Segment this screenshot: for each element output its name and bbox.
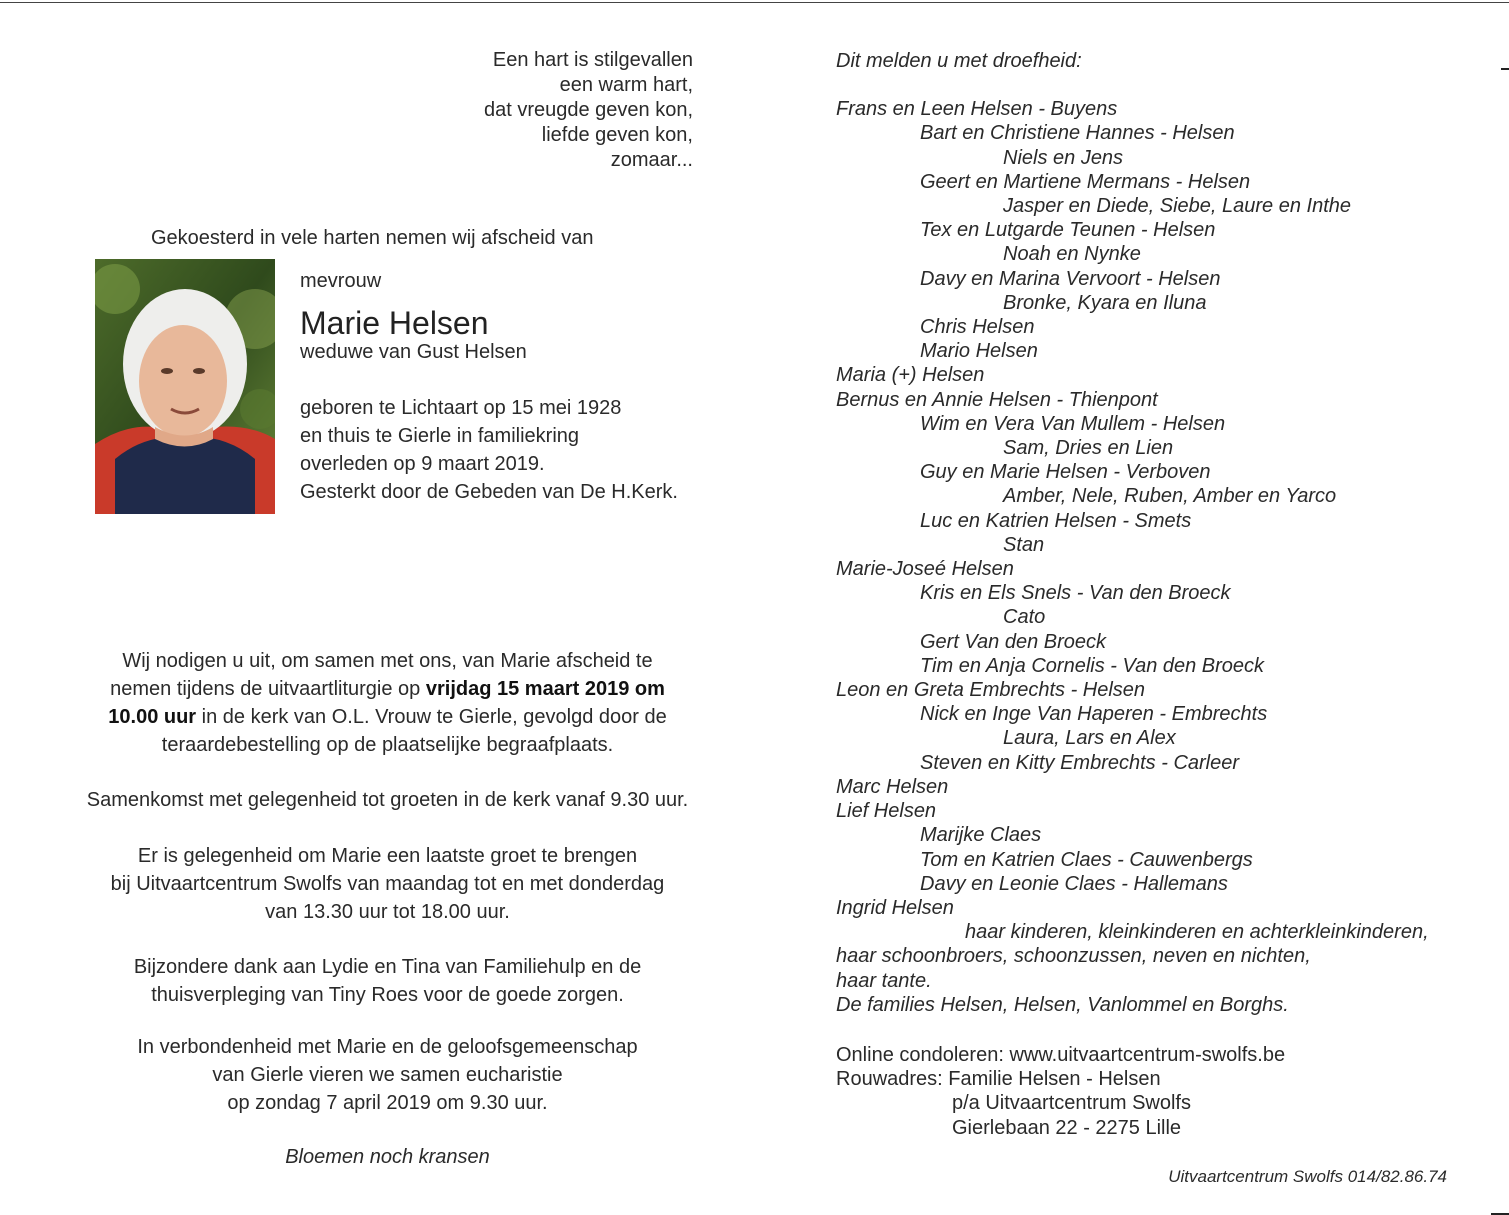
family-member-line: Marc Helsen [836, 775, 949, 798]
deceased-name: Marie Helsen [300, 305, 489, 341]
poem-line: zomaar... [610, 149, 693, 171]
family-member-line: Tim en Anja Cornelis - Van den Broeck [920, 654, 1265, 677]
portrait-photo [95, 259, 275, 514]
salutation: mevrouw [300, 270, 382, 292]
thanks-line: Bijzondere dank aan Lydie en Tina van Familiehulp en de [133, 956, 642, 978]
family-member-line: Niels en Jens [1003, 146, 1124, 169]
funeral-date: vrijdag 15 maart 2019 om [425, 678, 665, 700]
fact-line: overleden op 9 maart 2019. [300, 453, 545, 475]
invite-line: teraardebestelling op de plaatselijke begraafplaats. [161, 734, 614, 756]
invite-line: Wij nodigen u uit, om samen met ons, van Marie afscheid te [122, 650, 653, 672]
address-line: p/a Uitvaartcentrum Swolfs [952, 1092, 1191, 1115]
family-member-line: Leon en Greta Embrechts - Helsen [836, 679, 1146, 702]
family-member-line: Bart en Christiene Hannes - Helsen [920, 122, 1235, 145]
fold-mark [1501, 68, 1509, 70]
fact-line: en thuis te Gierle in familiekring [300, 425, 580, 447]
life-facts [300, 394, 720, 506]
mourners-list [836, 49, 1476, 1017]
poem-line: een warm hart, [559, 74, 693, 96]
family-member-line: Davy en Marina Vervoort - Helsen [920, 267, 1221, 290]
family-member-line: Mario Helsen [920, 340, 1038, 363]
visit-line: van 13.30 uur tot 18.00 uur. [265, 901, 510, 923]
family-member-line: haar tante. [836, 969, 932, 992]
meeting-info [80, 786, 695, 814]
family-member-line: Geert en Martiene Mermans - Helsen [920, 170, 1251, 193]
flowers-note: Bloemen noch kransen [285, 1146, 490, 1168]
family-member-line: Cato [1003, 606, 1046, 629]
poem-line: Een hart is stilgevallen [492, 49, 693, 71]
family-member-line: Maria (+) Helsen [836, 364, 985, 387]
family-member-line: Amber, Nele, Ruben, Amber en Yarco [1003, 485, 1337, 508]
visit-info [80, 842, 695, 926]
mass-line: In verbondenheid met Marie en de geloofsgemeenschap [137, 1036, 638, 1058]
thanks-info [80, 953, 695, 1009]
family-member-line: Gert Van den Broeck [920, 630, 1107, 653]
funeral-time: 10.00 uur [108, 706, 197, 728]
mourners-heading: Dit melden u met droefheid: [836, 50, 1082, 72]
family-member-line: Tom en Katrien Claes - Cauwenbergs [920, 848, 1253, 871]
family-member-line: De families Helsen, Helsen, Vanlommel en Borghs. [836, 993, 1289, 1016]
family-member-line: Chris Helsen [920, 316, 1035, 339]
family-member-line: Nick en Inge Van Haperen - Embrechts [920, 703, 1268, 726]
family-member-line: haar schoonbroers, schoonzussen, neven en nichten, [836, 945, 1311, 968]
mourning-address: Rouwadres: Familie Helsen - Helsen [836, 1068, 1161, 1091]
deceased-info [300, 270, 720, 506]
family-member-line: Steven en Kitty Embrechts - Carleer [920, 751, 1240, 774]
invite-line [80, 675, 695, 703]
mass-info [80, 1033, 695, 1117]
family-member-line: Stan [1003, 533, 1045, 556]
family-member-line: Guy en Marie Helsen - Verboven [920, 461, 1211, 484]
thanks-line: thuisverpleging van Tiny Roes voor de goede zorgen. [151, 984, 624, 1006]
contact-info [836, 1043, 1285, 1140]
family-member-line: Bernus en Annie Helsen - Thienpont [836, 388, 1158, 411]
family-member-line: Kris en Els Snels - Van den Broeck [920, 582, 1231, 605]
meeting-line: Samenkomst met gelegenheid tot groeten in de kerk vanaf 9.30 uur. [86, 789, 689, 811]
visit-line: Er is gelegenheid om Marie een laatste groet te brengen [137, 845, 638, 867]
family-member-line: Frans en Leen Helsen - Buyens [836, 98, 1118, 121]
funeral-home-footer: Uitvaartcentrum Swolfs 014/82.86.74 [1168, 1167, 1447, 1186]
mass-line: op zondag 7 april 2019 om 9.30 uur. [227, 1092, 548, 1114]
invite-text: nemen tijdens de uitvaartliturgie op [110, 678, 426, 700]
family-member-line: Ingrid Helsen [836, 896, 954, 919]
family-member-line: Noah en Nynke [1003, 243, 1141, 266]
spouse-line: weduwe van Gust Helsen [300, 341, 527, 363]
family-member-line: Marijke Claes [920, 824, 1042, 847]
family-member-line: Marie-Joseé Helsen [836, 558, 1014, 581]
family-member-line: Laura, Lars en Alex [1003, 727, 1176, 750]
mass-line: van Gierle vieren we samen eucharistie [212, 1064, 563, 1086]
family-member-line: Luc en Katrien Helsen - Smets [920, 509, 1192, 532]
family-member-line: haar kinderen, kleinkinderen en achterkleinkinderen, [965, 921, 1429, 944]
address-line: Gierlebaan 22 - 2275 Lille [952, 1116, 1182, 1139]
poem-line: liefde geven kon, [541, 124, 693, 146]
invite-text: in de kerk van O.L. Vrouw te Gierle, gevolgd door de [196, 706, 667, 728]
poem-line: dat vreugde geven kon, [483, 99, 693, 121]
family-member-line: Bronke, Kyara en Iluna [1003, 291, 1207, 314]
family-member-line: Jasper en Diede, Siebe, Laure en Inthe [1003, 195, 1352, 218]
fact-line: geboren te Lichtaart op 15 mei 1928 [300, 397, 622, 419]
top-border [0, 2, 1509, 3]
funeral-invitation [80, 647, 695, 759]
poem [333, 48, 693, 173]
family-member-line: Sam, Dries en Lien [1003, 437, 1174, 460]
intro-text: Gekoesterd in vele harten nemen wij afscheid van [151, 227, 594, 249]
visit-line: bij Uitvaartcentrum Swolfs van maandag tot en met donderdag [110, 873, 665, 895]
fact-line: Gesterkt door de Gebeden van De H.Kerk. [300, 481, 678, 503]
family-member-line: Tex en Lutgarde Teunen - Helsen [920, 219, 1216, 242]
online-condolence: Online condoleren: www.uitvaartcentrum-swolfs.be [836, 1044, 1286, 1066]
family-list [836, 97, 1476, 1017]
family-member-line: Davy en Leonie Claes - Hallemans [920, 872, 1228, 895]
family-member-line: Lief Helsen [836, 800, 937, 823]
invite-line [80, 703, 695, 731]
family-member-line: Wim en Vera Van Mullem - Helsen [920, 412, 1226, 435]
